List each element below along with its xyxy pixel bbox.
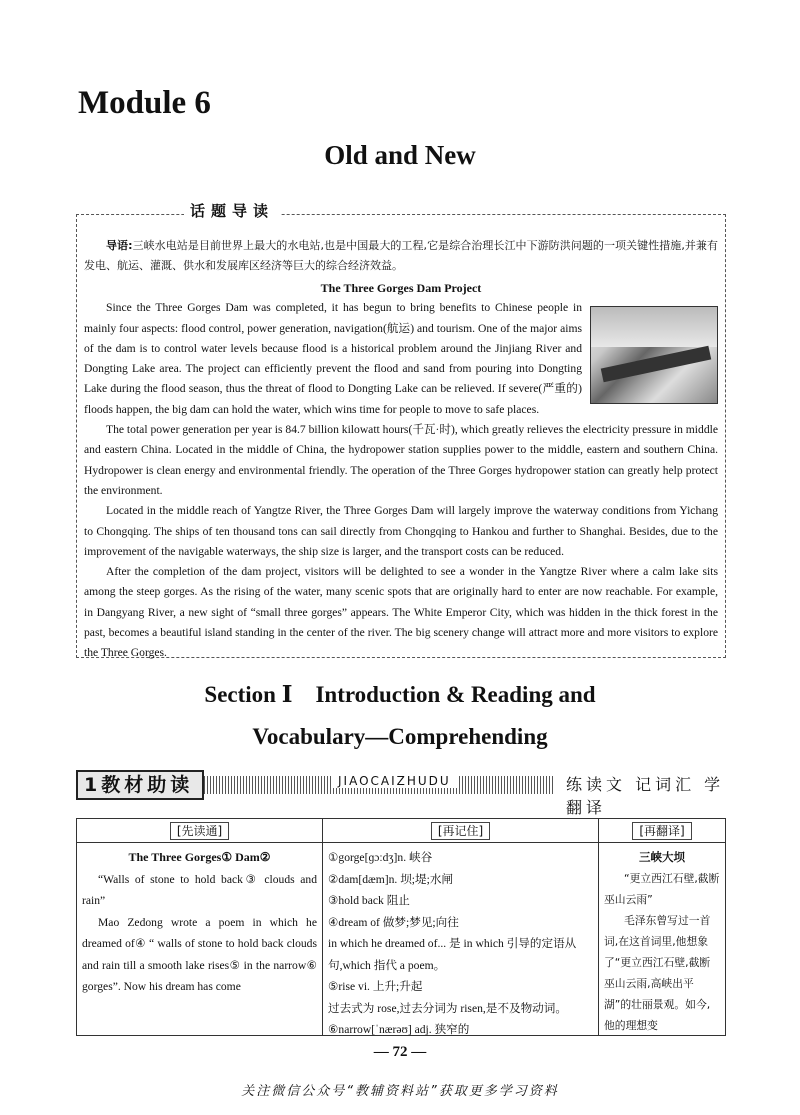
passage-paragraph-2: Mao Zedong wrote a poem in which he dreamed of④ “ walls of stone to hold back clouds and rain till a smooth lake rises⑤ in the narrow⑥ gorges”. Now his dream has come [82,915,317,993]
vocab-line: ④dream of 做梦;梦见;向往 [328,915,459,929]
translation-paragraph-2: 毛泽东曾写过一首词,在这首词里,他想象了“更立西江石壁,截断巫山云雨,高峡出平湖”的壮丽景观。如今,他的理想变 [604,914,711,1032]
vocab-line: ②dam[dæm]n. 坝;堤;水闸 [328,872,454,886]
photo-water [591,307,718,347]
column-remember-header: [再记住] [431,822,490,840]
column-translate-header: [再翻译] [632,822,691,840]
textbook-aid-banner [76,770,726,817]
vocab-line: 过去式为 rose,过去分词为 risen,是不及物动词。 [328,1001,567,1015]
banner-tagline: 练读文 记词汇 学翻译 [566,775,725,817]
translation-title: 三峡大坝 [639,850,685,864]
guide-label: 导语: [106,239,133,252]
section-title-line2: Vocabulary—Comprehending [252,724,548,749]
photo-dam-wall [601,346,712,383]
translation-paragraph-1: “更立西江石壁,截断巫山云雨” [604,872,720,906]
banner-pinyin: JIAOCAIZHUDU [332,774,457,788]
vocab-line: in which he dreamed of... 是 in which 引导的定语从 [328,937,577,950]
vocab-line: 句,which 指代 a poem。 [328,958,446,972]
vocab-line: ⑤rise vi. 上升;升起 [328,980,423,993]
article-paragraph-2: The total power generation per year is 84.7 billion kilowatt hours(千瓦·时), which greatly relieves the electricity pressure in middle and eastern China. Located in the middle of China, the hydropower station supplies power to the middle, eastern and southern China. Hydropower is clean energy and environmental friendly. The operation of the Three Gorges hydropower station can greatly help protect the environment. [84,423,718,497]
vocab-line: ⑥narrow[ˈnærəʊ] adj. 狭窄的 [328,1023,470,1035]
module-title: Module 6 [78,85,211,121]
vocab-line: ①gorge[ɡɔːdʒ]n. 峡谷 [328,851,433,864]
article-paragraph-3: Located in the middle reach of Yangtze River, the Three Gorges Dam will largely improve the waterway conditions from Yichang to Chongqing. The ships of ten thousand tons can sail directly from Chongqing to Hankou and further to Shanghai. Besides, due to the improvement of the navigable waterways, the ship size is larger, and the transport costs can be reduced. [84,504,718,558]
column-remember [323,819,599,1035]
passage-paragraph-1: “Walls of stone to hold back③ clouds and rain” [82,872,317,907]
guide-text: 三峡水电站是目前世界上最大的水电站,也是中国最大的工程,它是综合治理长江中下游防洪问题的一项关键性措施,并兼有发电、航运、灌溉、供水和发展库区经济等巨大的综合经济效益。 [84,239,718,272]
dam-photo [590,306,718,404]
footer-note: 关注微信公众号“教辅资料站”获取更多学习资料 [241,1084,559,1099]
banner-number: 1教材助读 [76,770,204,800]
section-title-line1: Section Ⅰ Introduction & Reading and [204,682,596,707]
page-number: — 72 — [373,1044,427,1060]
article-title: The Three Gorges Dam Project [320,281,482,295]
column-read [77,819,323,1035]
passage-title: The Three Gorges① Dam② [128,850,271,864]
article-paragraph-1: Since the Three Gorges Dam was completed, it has begun to bring benefits to Chinese people in mainly four aspects: flood control, power generation, navigation(航运) and tourism. One of the major aims of the dam is to control water levels because flood is a historical problem around the Jinjiang River and Dongting Lake area. The project can efficiently prevent the flood and sand from pouring into Dongting Lake during the flood season, thus the threat of flood to Dongting Lake can be relieved. If severe(严重的) floods happen, the big dam can hold the water, which wins time for people to move to safe places. [84,301,582,416]
vocab-line: ③hold back 阻止 [328,894,410,907]
topic-content [84,236,718,664]
article-paragraph-4: After the completion of the dam project, visitors will be delighted to see a wonder in the Yangtze River where a calm lake sits among the steep gorges. As the rising of the water, many scenic spots that are originally hard to enter are now reachable. For example, in Dangyang River, a new sight of “small three gorges” appears. The White Emperor City, which was hidden in the thick forest in the past, becomes a beautiful island standing in the center of the river. The big scenery change will attract more and more visitors to explore the Three Gorges. [84,565,718,660]
column-translate [599,819,725,1035]
topic-label: 话题导读 [184,200,280,221]
column-read-header: [先读通] [170,822,229,840]
reading-table [76,818,726,1036]
module-subtitle: Old and New [324,140,476,170]
guide-paragraph [84,236,718,276]
